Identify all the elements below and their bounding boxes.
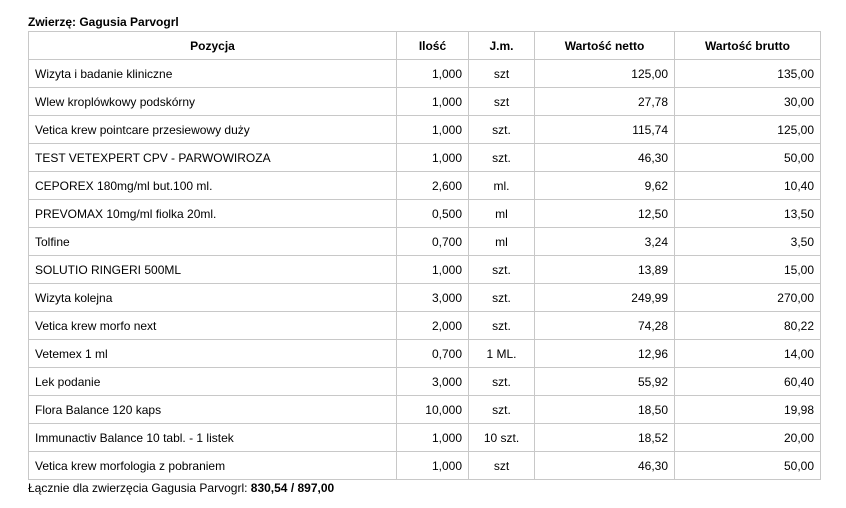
cell-unit: szt.	[469, 116, 535, 144]
cell-item: TEST VETEXPERT CPV - PARWOWIROZA	[29, 144, 397, 172]
cell-unit: szt.	[469, 368, 535, 396]
header-gross: Wartość brutto	[675, 32, 821, 60]
cell-gross: 10,40	[675, 172, 821, 200]
cell-qty: 1,000	[397, 144, 469, 172]
cell-item: SOLUTIO RINGERI 500ML	[29, 256, 397, 284]
cell-gross: 14,00	[675, 340, 821, 368]
table-row	[29, 312, 821, 340]
table-row	[29, 116, 821, 144]
cell-unit: ml	[469, 228, 535, 256]
total-label: Łącznie dla zwierzęcia Gagusia Parvogrl:	[28, 481, 251, 495]
cell-unit: szt	[469, 60, 535, 88]
cell-gross: 13,50	[675, 200, 821, 228]
cell-gross: 3,50	[675, 228, 821, 256]
animal-title: Zwierzę: Gagusia Parvogrl	[28, 15, 179, 29]
table-row	[29, 424, 821, 452]
cell-net: 3,24	[535, 228, 675, 256]
table-row	[29, 60, 821, 88]
table-row	[29, 284, 821, 312]
header-item: Pozycja	[29, 32, 397, 60]
header-unit: J.m.	[469, 32, 535, 60]
cell-item: Wizyta i badanie kliniczne	[29, 60, 397, 88]
cell-unit: szt.	[469, 144, 535, 172]
header-qty: Ilość	[397, 32, 469, 60]
cell-unit: szt.	[469, 312, 535, 340]
cell-unit: szt	[469, 88, 535, 116]
table-header-row	[29, 32, 821, 60]
table-row	[29, 200, 821, 228]
table-row	[29, 452, 821, 480]
table-row	[29, 228, 821, 256]
cell-net: 125,00	[535, 60, 675, 88]
cell-qty: 1,000	[397, 452, 469, 480]
cell-qty: 0,700	[397, 228, 469, 256]
cell-qty: 2,000	[397, 312, 469, 340]
cell-gross: 125,00	[675, 116, 821, 144]
cell-gross: 80,22	[675, 312, 821, 340]
cell-item: CEPOREX 180mg/ml but.100 ml.	[29, 172, 397, 200]
cell-qty: 1,000	[397, 88, 469, 116]
cell-net: 115,74	[535, 116, 675, 144]
cell-item: PREVOMAX 10mg/ml fiolka 20ml.	[29, 200, 397, 228]
cell-net: 18,52	[535, 424, 675, 452]
cell-net: 27,78	[535, 88, 675, 116]
cell-unit: szt.	[469, 256, 535, 284]
cell-net: 46,30	[535, 452, 675, 480]
cell-gross: 50,00	[675, 452, 821, 480]
table-row	[29, 256, 821, 284]
table-row	[29, 144, 821, 172]
cell-item: Immunactiv Balance 10 tabl. - 1 listek	[29, 424, 397, 452]
cell-qty: 1,000	[397, 116, 469, 144]
cell-unit: 10 szt.	[469, 424, 535, 452]
cell-qty: 1,000	[397, 256, 469, 284]
cell-net: 13,89	[535, 256, 675, 284]
table-row	[29, 396, 821, 424]
cell-qty: 0,700	[397, 340, 469, 368]
cell-net: 46,30	[535, 144, 675, 172]
invoice-section	[28, 14, 820, 496]
cell-net: 249,99	[535, 284, 675, 312]
cell-gross: 19,98	[675, 396, 821, 424]
cell-qty: 2,600	[397, 172, 469, 200]
cell-gross: 50,00	[675, 144, 821, 172]
header-net: Wartość netto	[535, 32, 675, 60]
cell-gross: 60,40	[675, 368, 821, 396]
cell-gross: 15,00	[675, 256, 821, 284]
cell-unit: szt	[469, 452, 535, 480]
cell-unit: ml.	[469, 172, 535, 200]
cell-gross: 135,00	[675, 60, 821, 88]
cell-net: 74,28	[535, 312, 675, 340]
cell-item: Flora Balance 120 kaps	[29, 396, 397, 424]
table-row	[29, 172, 821, 200]
cell-item: Wlew kroplówkowy podskórny	[29, 88, 397, 116]
cell-net: 9,62	[535, 172, 675, 200]
cell-unit: szt.	[469, 396, 535, 424]
cell-qty: 10,000	[397, 396, 469, 424]
cell-item: Lek podanie	[29, 368, 397, 396]
cell-qty: 3,000	[397, 368, 469, 396]
cell-qty: 1,000	[397, 60, 469, 88]
table-row	[29, 340, 821, 368]
cell-gross: 270,00	[675, 284, 821, 312]
cell-unit: ml	[469, 200, 535, 228]
cell-net: 12,96	[535, 340, 675, 368]
cell-item: Vetica krew pointcare przesiewowy duży	[29, 116, 397, 144]
total-value: 830,54 / 897,00	[250, 481, 335, 495]
table-row	[29, 88, 821, 116]
cell-net: 55,92	[535, 368, 675, 396]
cell-qty: 0,500	[397, 200, 469, 228]
cell-qty: 1,000	[397, 424, 469, 452]
table-body	[29, 60, 821, 480]
total-line	[28, 480, 820, 496]
cell-item: Wizyta kolejna	[29, 284, 397, 312]
cell-qty: 3,000	[397, 284, 469, 312]
cell-gross: 20,00	[675, 424, 821, 452]
cell-net: 12,50	[535, 200, 675, 228]
cell-net: 18,50	[535, 396, 675, 424]
cell-unit: 1 ML.	[469, 340, 535, 368]
items-table	[28, 31, 821, 480]
table-row	[29, 368, 821, 396]
cell-item: Vetemex 1 ml	[29, 340, 397, 368]
cell-item: Tolfine	[29, 228, 397, 256]
cell-unit: szt.	[469, 284, 535, 312]
cell-item: Vetica krew morfo next	[29, 312, 397, 340]
cell-item: Vetica krew morfologia z pobraniem	[29, 452, 397, 480]
cell-gross: 30,00	[675, 88, 821, 116]
